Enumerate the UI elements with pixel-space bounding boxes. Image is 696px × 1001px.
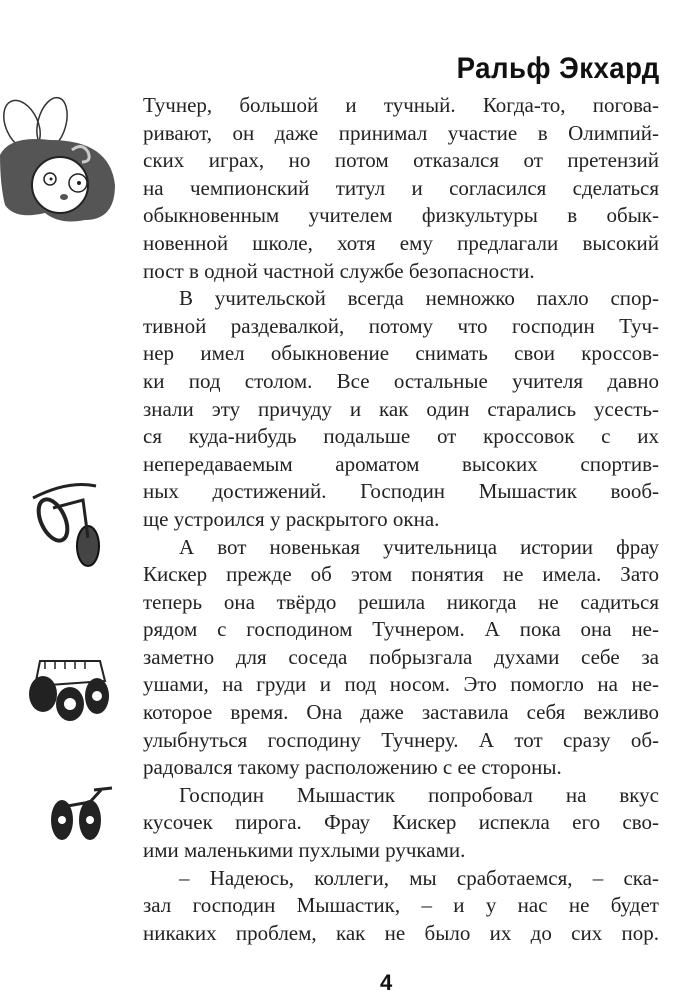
page-header-author: Ральф Экхард: [456, 52, 660, 85]
text-line: Господин Мышастик попробовал на вкус: [179, 782, 659, 807]
text-line: ушами, на груди и под носом. Это помогло на не-: [143, 672, 659, 697]
text-line: которое время. Она даже заставила себя вежливо: [143, 700, 659, 725]
text-line: зал господин Мышастик, – и у нас не будет: [143, 893, 659, 918]
text-line: тивной раздевалкой, потому что господин Туч-: [143, 313, 659, 338]
text-line: – Надеюсь, коллеги, мы сработаемся, – ска-: [179, 865, 659, 890]
text-line: никаких проблем, как не было их до сих пор.: [143, 920, 659, 945]
text-line: новенной школе, хотя ему предлагали высокий: [143, 230, 659, 255]
paragraph: [143, 285, 659, 533]
text-line: на чемпионский титул и согласился сделаться: [143, 175, 659, 200]
page-number: 4: [380, 970, 393, 995]
text-line: А вот новенькая учительница истории фрау: [179, 534, 659, 559]
bicycle-illustration: [28, 478, 108, 568]
text-line: ных достижений. Господин Мышастик вооб-: [143, 479, 659, 504]
text-line: ими маленькими пухлыми ручками.: [143, 838, 466, 863]
text-line: знали эту причуду и как один старались усесть-: [143, 396, 659, 421]
text-line: радовался такому расположению с ее стороны.: [143, 755, 562, 780]
text-line: Кискер прежде об этом понятия не имела. Зато: [143, 562, 659, 587]
text-line: Тучнер, большой и тучный. Когда-то, погова-: [143, 93, 659, 117]
text-line: обыкновенным учителем физкультуры в обык-: [143, 203, 659, 228]
car-illustration: [25, 656, 115, 722]
paragraph: [143, 865, 659, 948]
text-line: ских играх, но потом отказался от претензий: [143, 148, 659, 173]
text-line: ще устроился у раскрытого окна.: [143, 506, 440, 531]
text-line: ривают, он даже принимал участие в Олимпий-: [143, 120, 659, 145]
text-line: ся куда-нибудь подальше от кроссовок с их: [143, 424, 659, 449]
winged-girl-illustration: [0, 95, 125, 225]
text-line: кусочек пирога. Фрау Кискер испекла его сво-: [143, 810, 659, 835]
text-line: ки под столом. Все остальные учителя давно: [143, 368, 659, 393]
text-line: пост в одной частной службе безопасности.: [143, 258, 535, 283]
text-line: улыбнуться господину Тучнеру. А тот сразу об-: [143, 727, 659, 752]
body-text: [143, 92, 659, 947]
bicycle-small-illustration: [46, 782, 118, 844]
paragraph: [143, 534, 659, 782]
paragraph: [143, 92, 659, 285]
text-line: В учительской всегда немножко пахло спор-: [179, 286, 659, 311]
paragraph: [143, 782, 659, 865]
text-line: теперь она твёрдо решила никогда не садиться: [143, 589, 659, 614]
text-line: заметно для соседа побрызгала духами себе за: [143, 644, 659, 669]
text-line: непередаваемым ароматом высоких спортив-: [143, 451, 659, 476]
text-line: нер имел обыкновение снимать свои кроссов-: [143, 341, 659, 366]
text-line: рядом с господином Тучнером. А пока она не-: [143, 617, 659, 642]
